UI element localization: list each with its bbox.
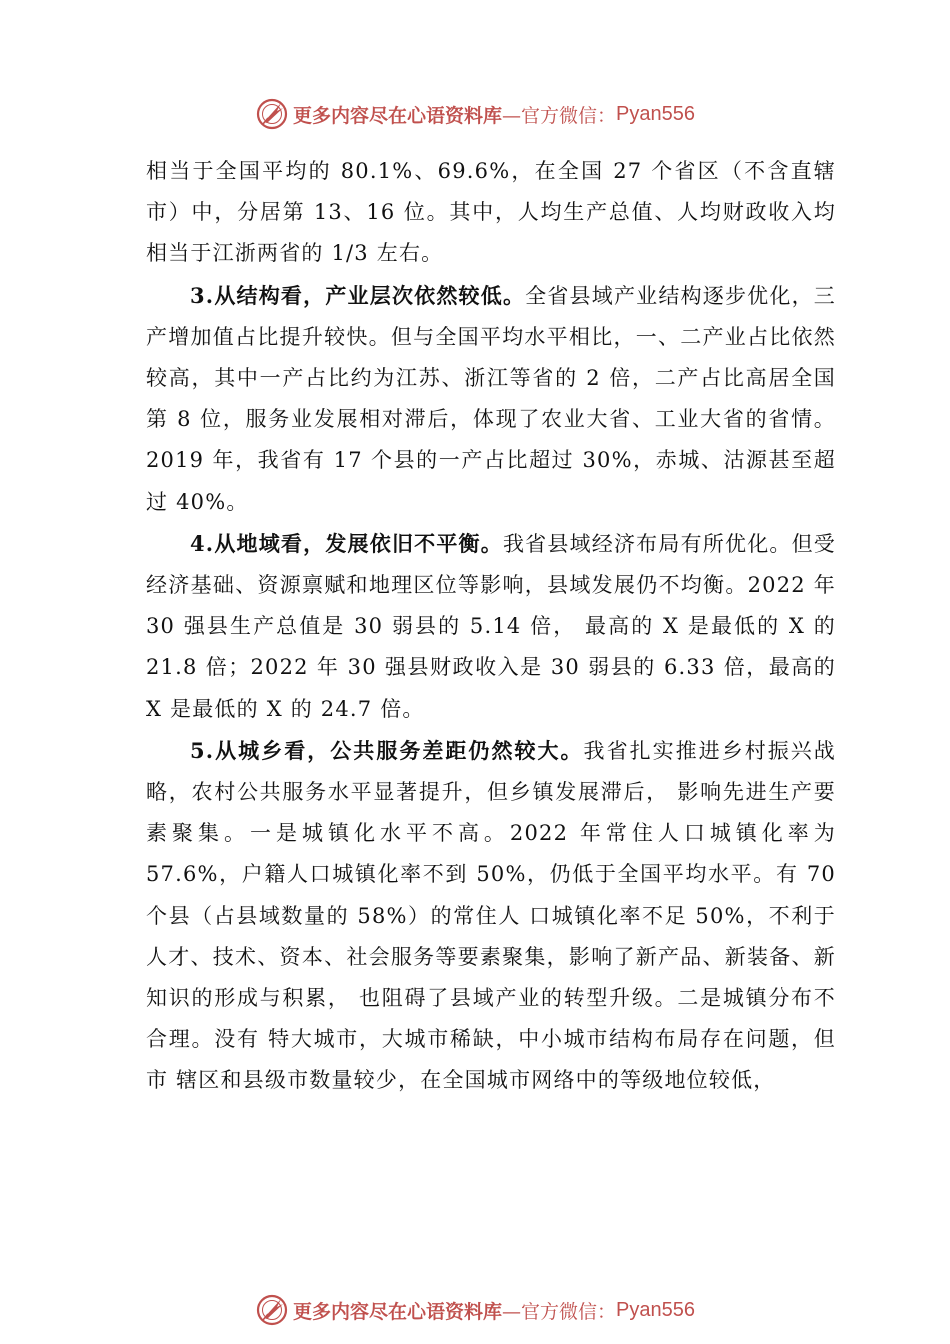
paragraph-urban-rural-lead: 5.从城乡看，公共服务差距仍然较大。	[190, 737, 584, 763]
paragraph-structure-text: 全省县域产业结构逐步优化，三产增加值占比提升较快。但与全国平均水平相比，一、二产业占比依然较高，其中一产占比约为江苏、浙江等省的 2 倍，二产占比高居全国第 8 位，服务业发展相对滞后，体现了农业大省、工业大省的省情。2019 年，我省有 17 个县的一产占比超过 30%，赤城、沽源甚至超过 40%。	[146, 283, 836, 514]
paragraph-urban-rural	[146, 730, 836, 1102]
header-banner	[0, 94, 950, 134]
paragraph-region-text: 我省县域经济布局有所优化。但受经济基础、资源禀赋和地理区位等影响，县域发展仍不均衡。2022 年 30 强县生产总值是 30 弱县的 5.14 倍， 最高的 X 是最低的 X 的 21.8 倍；2022 年 30 强县财政收入是 30 弱县的 6.33 倍，最高的 X 是最低的 X 的 24.7 倍。	[146, 531, 837, 721]
footer-brand: 更多内容尽在心语资料库	[293, 1300, 503, 1323]
paragraph-structure-lead: 3.从结构看，产业层次依然较低。	[190, 282, 526, 308]
paragraph-1	[146, 150, 836, 275]
paragraph-urban-rural-text: 我省扎实推进乡村振兴战略，农村公共服务水平显著提升，但乡镇发展滞后， 影响先进生产要素聚集。一是城镇化水平不高。2022 年常住人口城镇化率为 57.6%，户籍人口城镇化率不到 50%，仍低于全国平均水平。有 70 个县（占县域数量的 58%）的常住人 口城镇化率不足 50%，不利于人才、技术、资本、社会服务等要素聚集，影响了新产品、新装备、新知识的形成与积累， 也阻碍了县域产业的转型升级。二是城镇分布不合理。没有 特大城市，大城市稀缺，中小城市结构布局存在问题，但市 辖区和县级市数量较少，在全国城市网络中的等级地位较低，	[146, 738, 836, 1093]
body-text	[146, 150, 836, 1102]
paragraph-region	[146, 523, 836, 730]
header-wechat-id: Pyan556	[616, 102, 695, 125]
paragraph-structure	[146, 275, 836, 523]
paragraph-1-text: 相当于全国平均的 80.1%、69.6%，在全国 27 个省区（不含直辖市）中，分居第 13、16 位。其中，人均生产总值、人均财政收入均相当于江浙两省的 1/3 左右。	[146, 159, 836, 266]
footer-banner	[0, 1290, 950, 1330]
quill-seal-icon	[255, 97, 289, 131]
footer-wechat-id: Pyan556	[616, 1298, 695, 1321]
paragraph-region-lead: 4.从地域看，发展依旧不平衡。	[190, 530, 503, 556]
header-official-label: —官方微信：	[502, 104, 617, 127]
footer-official-label: —官方微信：	[502, 1300, 617, 1323]
header-brand: 更多内容尽在心语资料库	[293, 104, 503, 127]
quill-seal-icon	[255, 1293, 289, 1327]
